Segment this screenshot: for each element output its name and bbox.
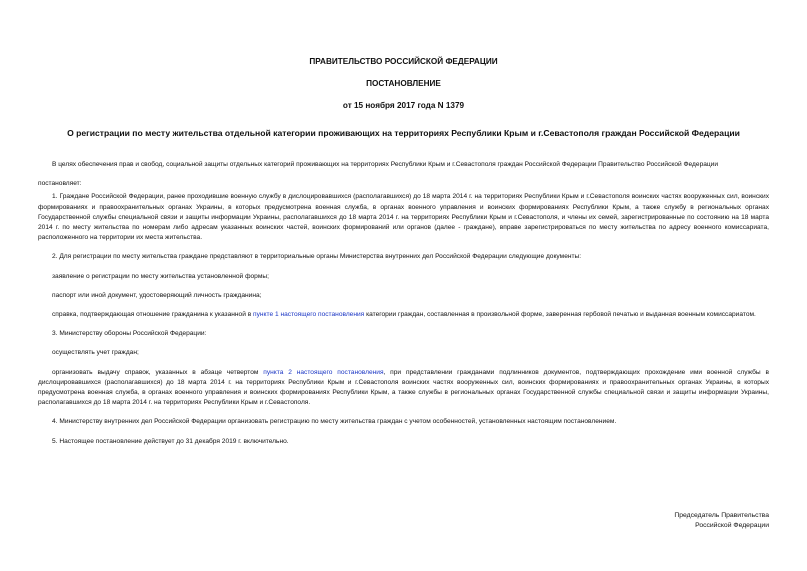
paragraph-2-item-b: паспорт или иной документ, удостоверяющий личность гражданина; xyxy=(52,291,262,299)
paragraph-2-item-a: заявление о регистрации по месту жительства установленной формы; xyxy=(52,272,269,280)
paragraph-2-item-c xyxy=(38,310,769,320)
decree-word: постановляет: xyxy=(38,180,82,188)
paragraph-3: 3. Министерству обороны Российской Федерации: xyxy=(52,330,207,338)
paragraph-3-item-b-text-end: , при представлении гражданами подлинников документов, подтверждающих прохождение ими военной службы в дислоцировавшихся (располагавшихся) до 18 марта 2014 г. на территориях Республики Крым и г.Севастополя воинских частях вооруженных сил, воинских формированиях и правоохранительных органах Украины, в которых предусмотрена военная служба, в органах военного управления и воинских формированиях Республики Крым, а также службы в региональных органах Государственной службы специальной связи и защиты информации Украины, располагавшихся до 18 марта 2014 г. на территориях Республики Крым и г.Севастополя. xyxy=(38,368,769,407)
paragraph-4: 4. Министерству внутренних дел Российской Федерации организовать регистрацию по месту жительства граждан с учетом особенностей, установленных настоящим постановлением. xyxy=(52,418,617,426)
paragraph-5: 5. Настоящее постановление действует до 31 декабря 2019 г. включительно. xyxy=(52,437,289,445)
link-point-1[interactable]: пункте 1 настоящего постановления xyxy=(253,311,365,319)
paragraph-3-item-b-text-start: организовать выдачу справок, указанных в абзаце четвертом xyxy=(52,368,264,376)
paragraph-2-item-c-text-end: категории граждан, составленная в произвольной форме, заверенная гербовой печатью и выданная военным комиссариатом. xyxy=(364,311,756,319)
intro-paragraph: В целях обеспечения прав и свобод, социальной защиты отдельных категорий проживающих на территориях Республики Крым и г.Севастополя граждан Российской Федерации Правительство Российской Федерации xyxy=(52,161,719,168)
signature-title: Председатель Правительства xyxy=(674,512,769,519)
link-point-2[interactable]: пункта 2 настоящего постановления xyxy=(263,368,384,376)
document-body xyxy=(38,160,769,447)
paragraph-2: 2. Для регистрации по месту жительства граждане представляют в территориальные органы Министерства внутренних дел Российской Федерации следующие документы: xyxy=(52,253,582,261)
signature-org: Российской Федерации xyxy=(695,522,769,529)
paragraph-3-item-b xyxy=(38,368,769,409)
document-type: ПОСТАНОВЛЕНИЕ xyxy=(366,79,441,88)
government-name: ПРАВИТЕЛЬСТВО РОССИЙСКОЙ ФЕДЕРАЦИИ xyxy=(309,57,498,66)
paragraph-2-item-c-text-start: справка, подтверждающая отношение гражданина к указанной в xyxy=(52,311,254,319)
document-date-number: от 15 ноября 2017 года N 1379 xyxy=(342,101,465,110)
document-title: О регистрации по месту жительства отдельной категории проживающих на территориях Республики Крым и г.Севастополя граждан Российской Федерации xyxy=(67,128,740,138)
paragraph-1: 1. Граждане Российской Федерации, ранее проходившие военную службу в дислоцировавшихся (располагавшихся) до 18 марта 2014 г. на территориях Республики Крым и г.Севастополя воинских частях вооруженных сил, воинских формированиях и правоохранительных органах Украины, в которых предусмотрена военная служба, в органах военного управления и воинских формированиях Республики Крым, а также службу в региональных органах Государственной службы специальной связи и защиты информации Украины, располагавшихся до 18 марта 2014 г. на территориях Республики Крым и г.Севастополя, и члены их семей, зарегистрированные по состоянию на 18 марта 2014 г. по месту жительства по номерам либо адресам указанных воинских частей, воинских формирований или органов (далее - граждане), вправе зарегистрироваться по месту жительства по адресу военного комиссариата, расположенного на территории их места жительства. xyxy=(38,193,769,242)
paragraph-3-item-a: осуществлять учет граждан; xyxy=(52,349,139,357)
signature-block xyxy=(674,511,769,531)
